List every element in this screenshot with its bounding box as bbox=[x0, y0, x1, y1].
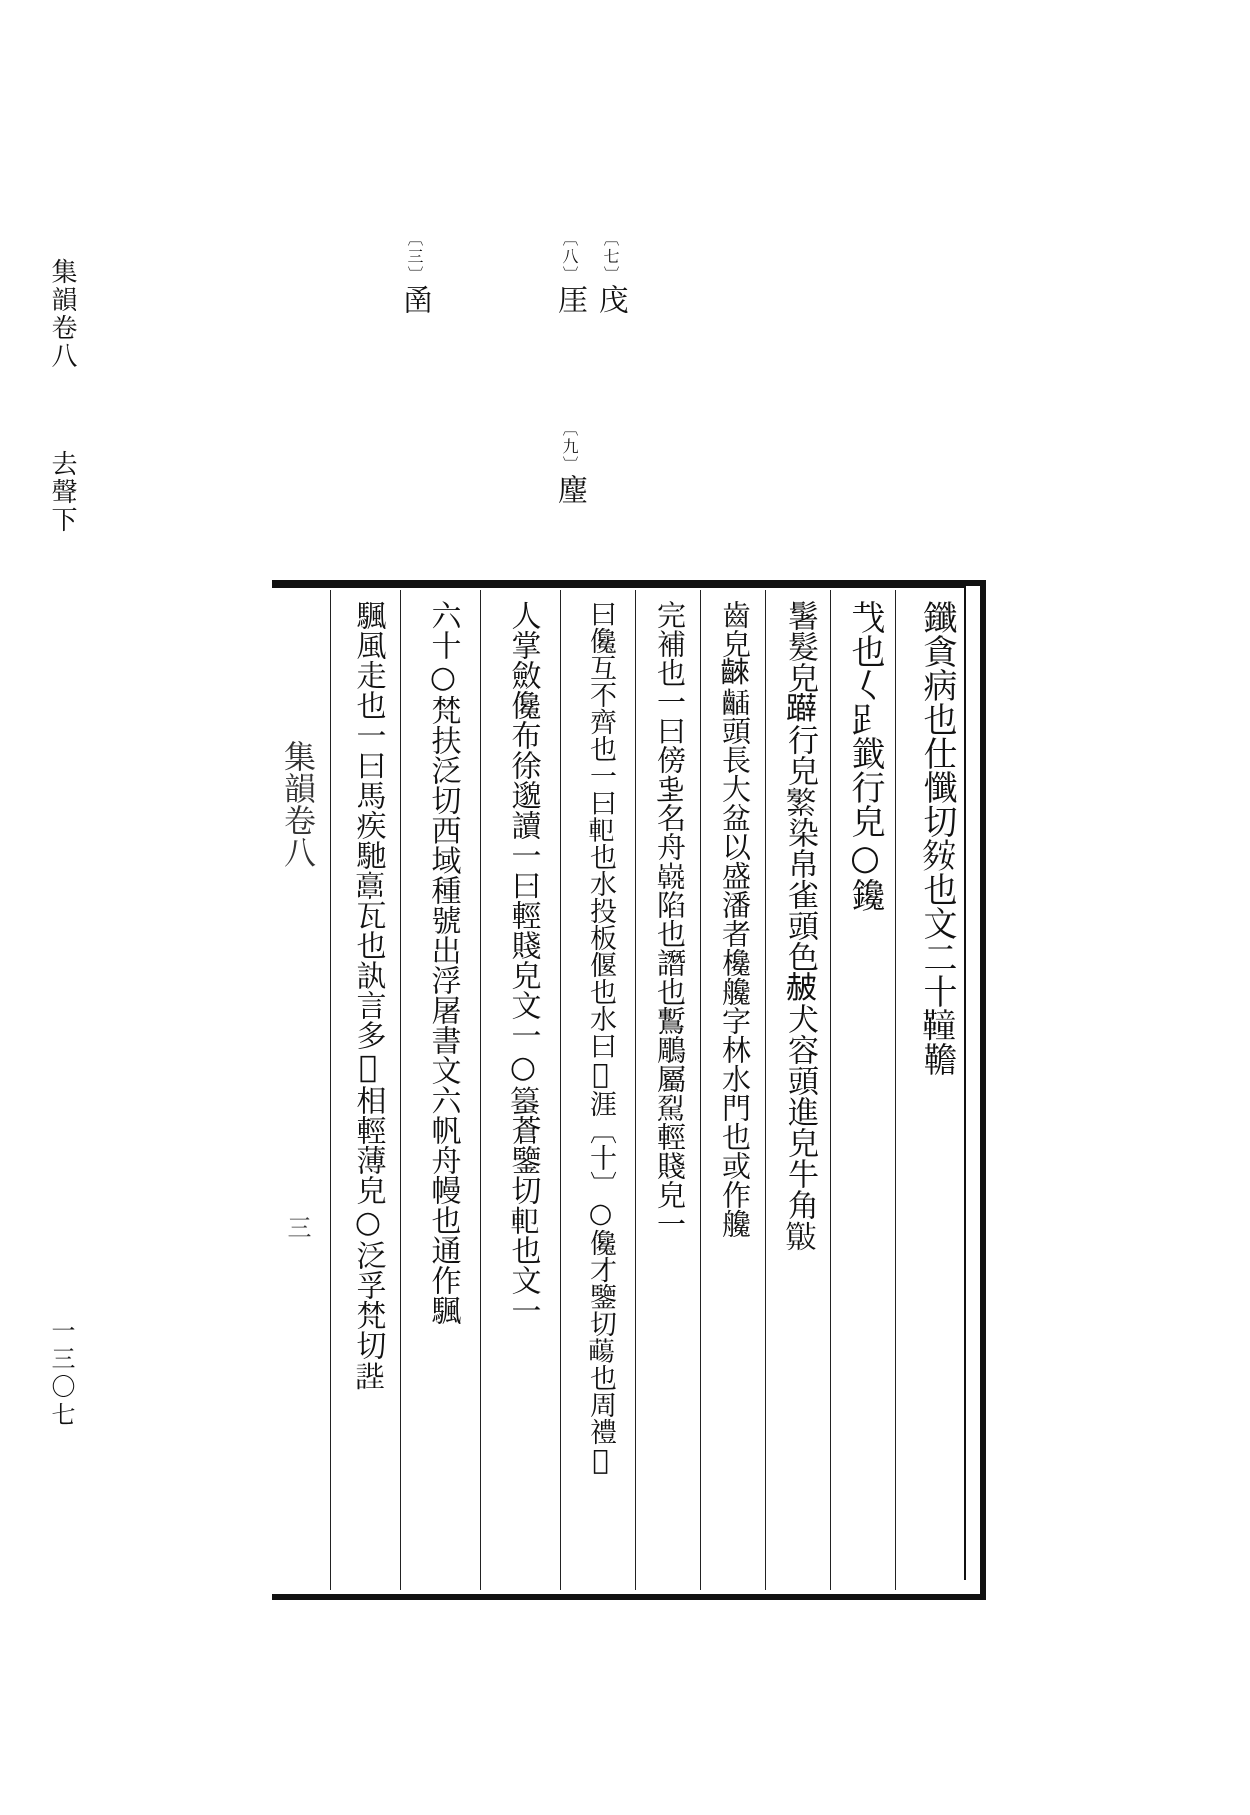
column-text: 𢦏也𡿨𧾷韱行皃○鑱 bbox=[845, 600, 885, 912]
running-head-section: 去聲下 bbox=[47, 450, 77, 534]
text-column-9 bbox=[335, 600, 400, 1590]
text-column-6 bbox=[565, 600, 635, 1590]
column-rule bbox=[830, 590, 831, 1590]
note-number: 〔七〕 bbox=[601, 230, 620, 284]
text-column-2 bbox=[835, 600, 895, 1590]
column-text: 颿風走也一曰馬疾馳𩫖瓦也訙言多𠇕相輕薄皃○泛孚梵切𧧺 bbox=[350, 600, 386, 1390]
running-head-book: 集韻卷八 bbox=[47, 258, 77, 370]
collation-note-8 bbox=[547, 230, 591, 316]
column-rule bbox=[330, 590, 331, 1590]
text-column-7 bbox=[485, 600, 560, 1590]
text-column-4 bbox=[705, 600, 765, 1590]
block-margin-leaf: 三 bbox=[283, 1215, 311, 1239]
column-text: 完補也一曰傍𡉫名舟𡽷陷也譖也䳻鵰屬𩢾輕賤皃一 bbox=[653, 600, 687, 1238]
note-number: 〔九〕 bbox=[560, 420, 579, 474]
collation-note-7 bbox=[588, 230, 632, 316]
block-margin-title: 集韻卷八 bbox=[279, 740, 317, 868]
column-rule bbox=[480, 590, 481, 1590]
column-rule bbox=[560, 590, 561, 1590]
text-column-1 bbox=[900, 600, 974, 1590]
note-text: 㡲 bbox=[593, 284, 628, 316]
column-text: 鑯貪病也仕懺切𡖨也文二十𩍅韂 bbox=[917, 600, 957, 1076]
text-column-8 bbox=[405, 600, 480, 1590]
column-text: 曰儳互不齊也一曰𨊠也水投板偃也水曰𣽷涯〔十〕○儳才鑒切𧀄也周禮𡏿 bbox=[585, 600, 616, 1476]
column-rule bbox=[895, 590, 896, 1590]
page-number: 一三〇七 bbox=[47, 1318, 75, 1430]
note-number: 〔八〕 bbox=[560, 230, 579, 284]
column-rule bbox=[400, 590, 401, 1590]
note-number: 〔三〕 bbox=[405, 230, 424, 284]
column-text: 六十○梵扶泛切西域種號出浮屠書文六帆舟幔也通作颿 bbox=[425, 600, 461, 1325]
column-rule bbox=[635, 590, 636, 1590]
column-text: 人掌斂儳布徐邈讀一曰輕賤皃文一○𥴵蒼鑒切𨊠也文一 bbox=[505, 600, 541, 1325]
note-text: 麈 bbox=[552, 474, 587, 506]
text-column-5 bbox=[640, 600, 700, 1590]
running-head bbox=[44, 258, 81, 534]
collation-note-9 bbox=[547, 420, 591, 506]
column-text: 齒皃𪘨𪘾頭長大盆以盛潘者欃艬字林水門也或作艬 bbox=[718, 600, 752, 1238]
column-rule bbox=[765, 590, 766, 1590]
text-column-3 bbox=[770, 600, 830, 1590]
collation-note-3 bbox=[392, 230, 436, 316]
column-text: 䰇髮皃𨇨行皃𦅾染帛雀頭色𧹞犬容頭進皃牛角𣀔 bbox=[782, 600, 818, 1251]
column-rule bbox=[700, 590, 701, 1590]
note-text: 厓 bbox=[552, 284, 587, 316]
note-text: 圅 bbox=[397, 284, 432, 316]
